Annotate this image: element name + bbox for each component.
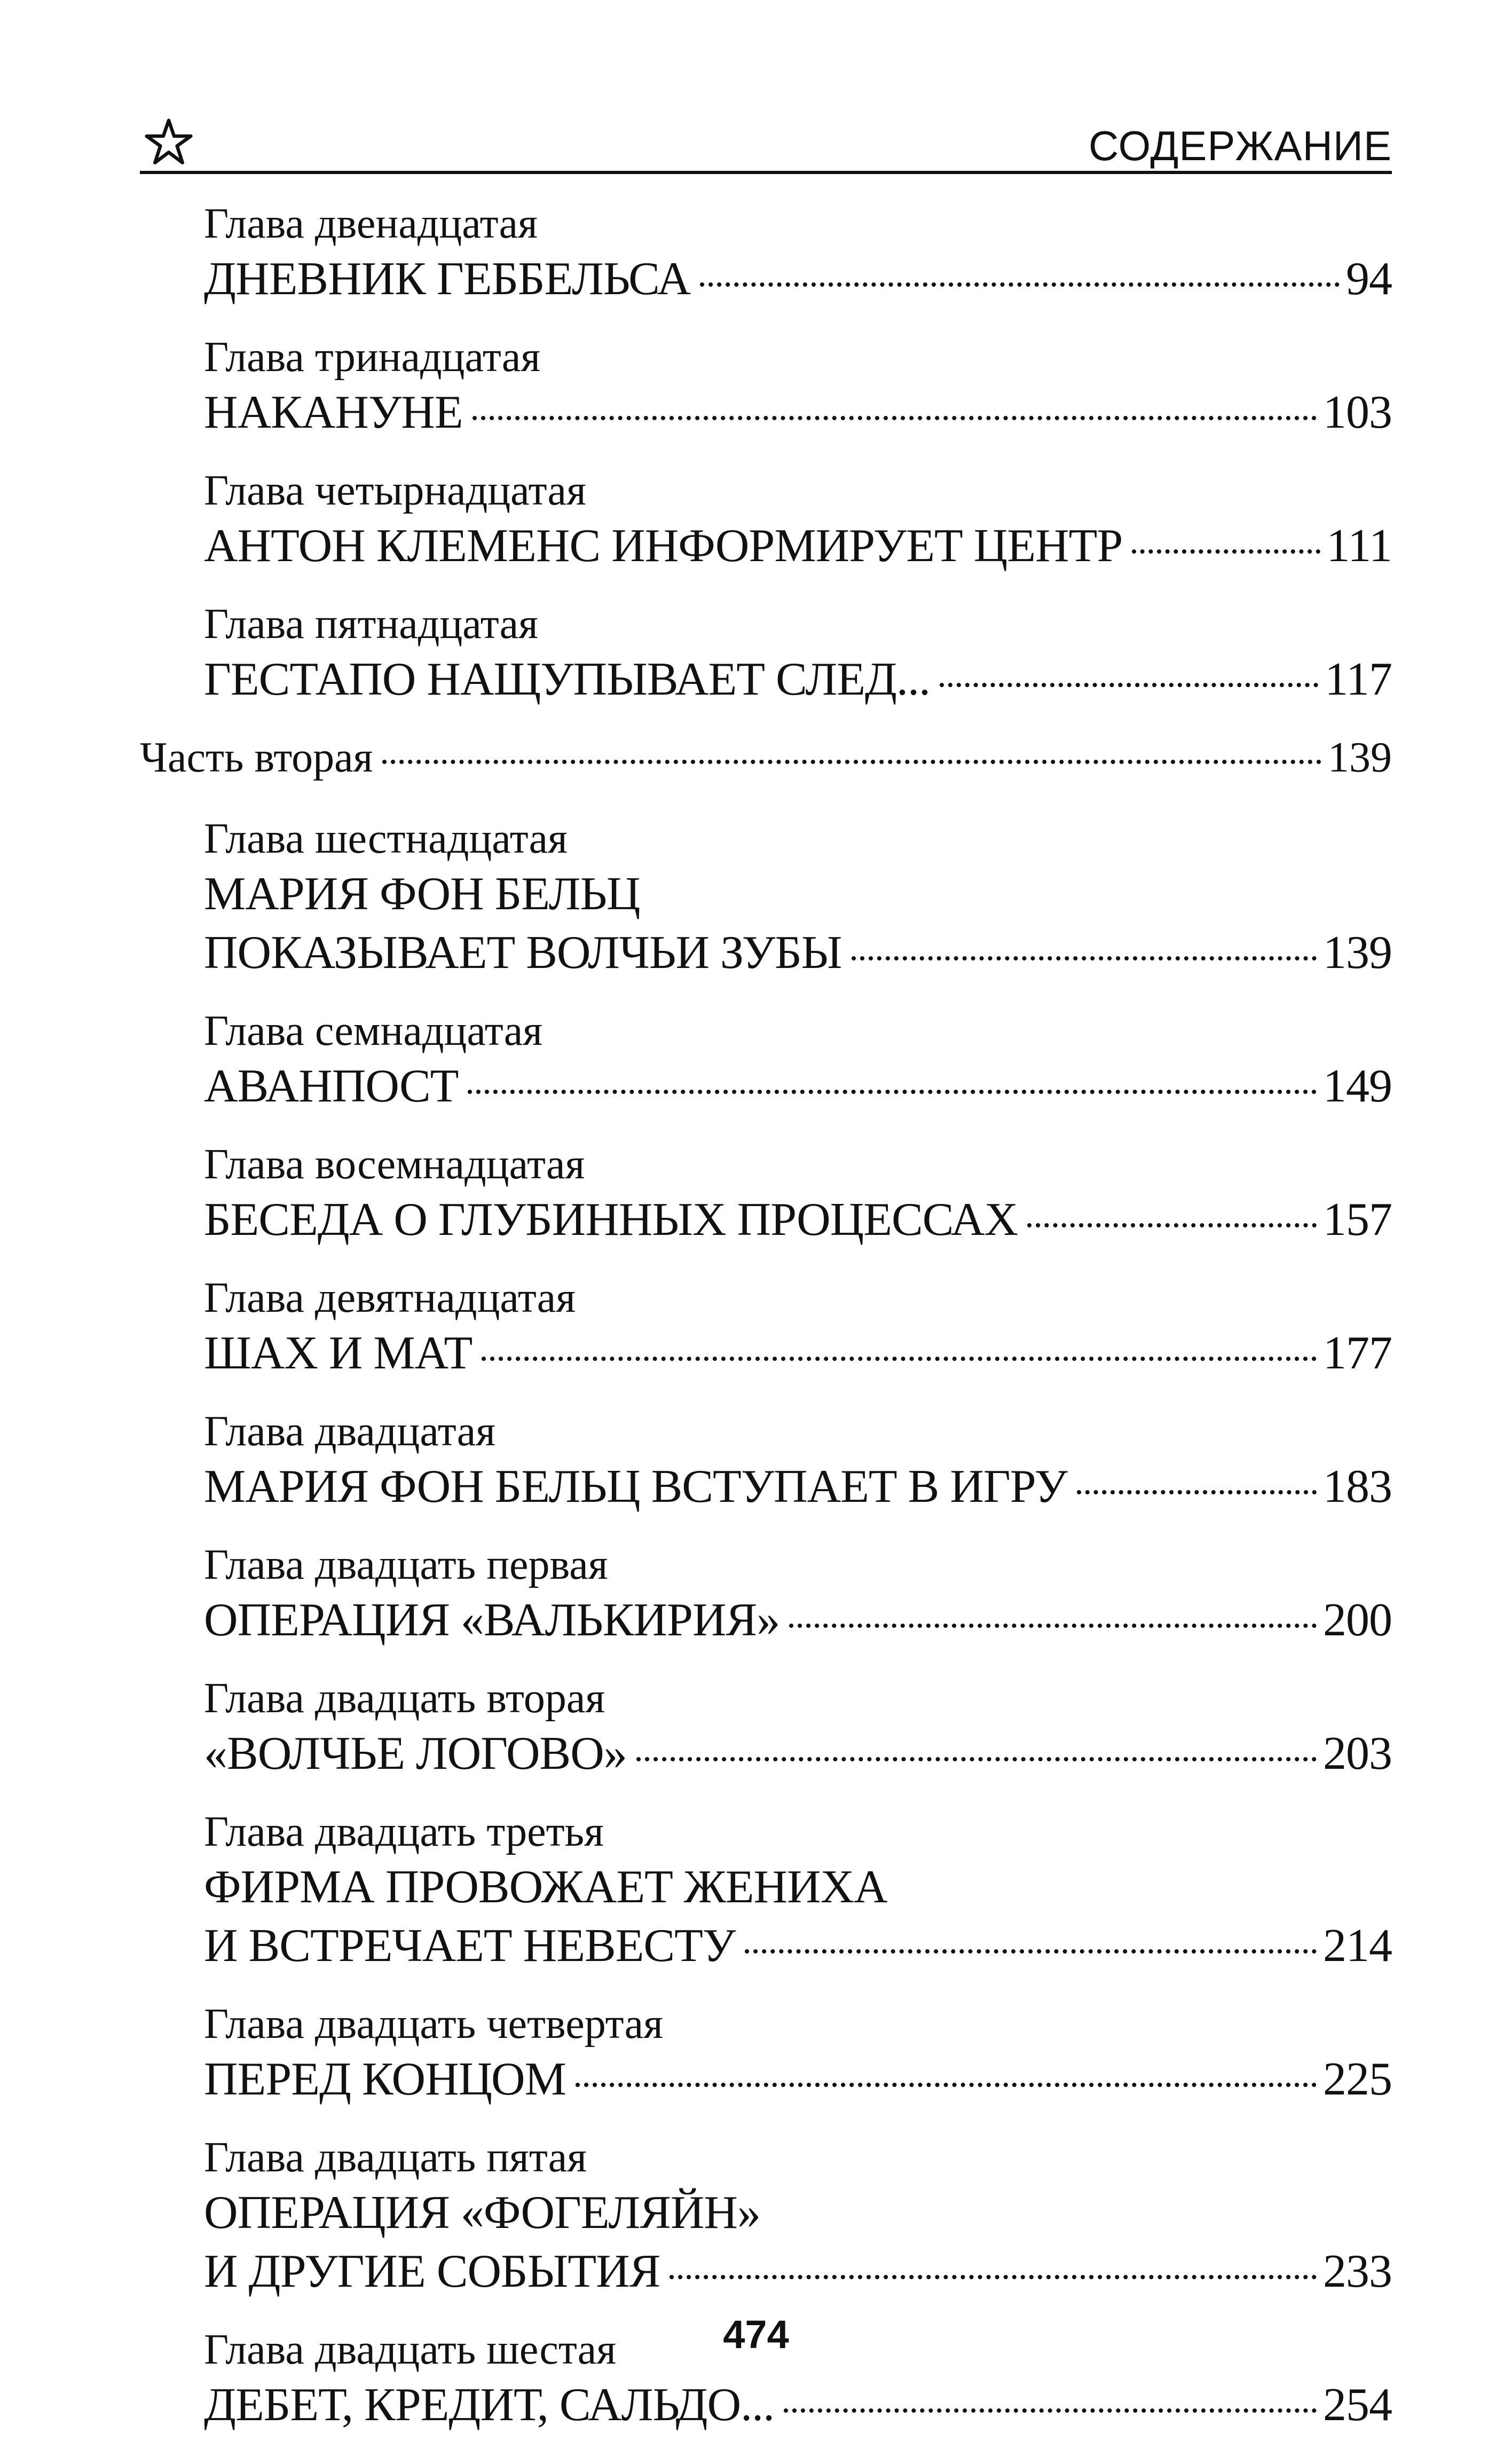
chapter-title-row (204, 1324, 1392, 1383)
dot-leader (472, 416, 1317, 420)
chapter-label: Глава двадцать четвертая (204, 2001, 663, 2048)
page-ref: 225 (1323, 2053, 1392, 2105)
chapter-label: Глава двадцатая (204, 1408, 496, 1455)
toc-part-row (140, 731, 1392, 784)
header-section-title: СОДЕРЖАНИЕ (1088, 122, 1392, 169)
chapter-title: И ДРУГИЕ СОБЫТИЯ (204, 2246, 660, 2297)
chapter-title: ДНЕВНИК ГЕББЕЛЬСА (204, 253, 690, 305)
chapter-label: Глава тринадцатая (204, 334, 541, 381)
dot-leader (576, 2083, 1317, 2087)
page-ref: 254 (1323, 2379, 1392, 2431)
dot-leader (745, 1949, 1317, 1954)
chapter-title-row (204, 2242, 1392, 2301)
chapter-title-line: МАРИЯ ФОН БЕЛЬЦ (204, 868, 640, 920)
toc-chapter-entry (140, 464, 1392, 576)
page-ref: 139 (1328, 734, 1392, 781)
chapter-title-row (204, 924, 1392, 982)
chapter-title: БЕСЕДА О ГЛУБИННЫХ ПРОЦЕССАХ (204, 1194, 1018, 1246)
part-title: Часть вторая (140, 734, 373, 781)
chapter-title-row (204, 1724, 1392, 1783)
toc-chapter-entry (140, 198, 1392, 309)
chapter-title: ШАХ И МАТ (204, 1327, 472, 1379)
dot-leader (784, 2408, 1317, 2413)
dot-leader (700, 282, 1340, 287)
chapter-title: АНТОН КЛЕМЕНС ИНФОРМИРУЕТ ЦЕНТР (204, 520, 1123, 572)
dot-leader (852, 956, 1317, 960)
chapter-title-row (204, 2376, 1392, 2435)
chapter-label: Глава двадцать первая (204, 1541, 608, 1588)
chapter-label: Глава шестнадцатая (204, 815, 568, 862)
dot-leader (940, 683, 1318, 687)
page-ref: 203 (1323, 1728, 1392, 1779)
toc-chapter-entry (140, 598, 1392, 709)
chapter-title: ГЕСТАПО НАЩУПЫВАЕТ СЛЕД... (204, 653, 930, 705)
chapter-title-row (204, 650, 1392, 709)
toc-chapter-entry (140, 1405, 1392, 1516)
chapter-title-line: ОПЕРАЦИЯ «ФОГЕЛЯЙН» (204, 2187, 760, 2239)
page-ref: 139 (1323, 927, 1392, 979)
page-ref: 157 (1323, 1194, 1392, 1246)
chapter-title-row (204, 1458, 1392, 1516)
chapter-title-row (204, 1917, 1392, 1975)
dot-leader (382, 760, 1321, 764)
page-ref: 177 (1323, 1327, 1392, 1379)
chapter-title: ОПЕРАЦИЯ «ВАЛЬКИРИЯ» (204, 1594, 780, 1646)
chapter-title: АВАНПОСТ (204, 1060, 459, 1112)
chapter-title: НАКАНУНЕ (204, 387, 463, 438)
page-ref: 214 (1323, 1920, 1392, 1972)
chapter-label: Глава пятнадцатая (204, 601, 538, 648)
chapter-title-row (204, 383, 1392, 442)
page-ref: 94 (1346, 253, 1392, 305)
dot-leader (1077, 1490, 1317, 1494)
running-header (140, 101, 1392, 174)
table-of-contents (140, 198, 1392, 2457)
page-ref: 200 (1323, 1594, 1392, 1646)
page-ref: 117 (1325, 653, 1392, 705)
chapter-title-row (204, 517, 1392, 576)
chapter-title: ПЕРЕД КОНЦОМ (204, 2053, 566, 2105)
page-ref: 149 (1323, 1060, 1392, 1112)
chapter-title-row (204, 2050, 1392, 2109)
page-ref: 183 (1323, 1461, 1392, 1513)
page-ref: 233 (1323, 2246, 1392, 2297)
toc-chapter-entry (140, 331, 1392, 442)
star-icon (144, 117, 193, 167)
chapter-label: Глава двенадцатая (204, 200, 538, 247)
chapter-label: Глава восемнадцатая (204, 1141, 585, 1188)
chapter-title: И ВСТРЕЧАЕТ НЕВЕСТУ (204, 1920, 736, 1972)
toc-chapter-entry (140, 1005, 1392, 1116)
chapter-label: Глава двадцать вторая (204, 1675, 605, 1722)
toc-chapter-entry (140, 1998, 1392, 2109)
toc-chapter-entry (140, 1138, 1392, 1249)
chapter-label: Глава двадцать шестая (204, 2326, 617, 2373)
page-ref: 111 (1326, 520, 1392, 572)
page-number: 474 (723, 2312, 789, 2357)
dot-leader (482, 1357, 1317, 1361)
chapter-title: МАРИЯ ФОН БЕЛЬЦ ВСТУПАЕТ В ИГРУ (204, 1461, 1067, 1513)
chapter-title-line: ФИРМА ПРОВОЖАЕТ ЖЕНИХА (204, 1861, 887, 1913)
dot-leader (1132, 549, 1320, 554)
chapter-title: «ВОЛЧЬЕ ЛОГОВО» (204, 1728, 627, 1779)
toc-chapter-entry (140, 1272, 1392, 1383)
chapter-label: Глава четырнадцатая (204, 467, 586, 514)
chapter-title-row (204, 1057, 1392, 1116)
dot-leader (636, 1757, 1317, 1761)
toc-chapter-entry (140, 1672, 1392, 1783)
chapter-label: Глава девятнадцатая (204, 1274, 576, 1321)
dot-leader (789, 1624, 1317, 1628)
chapter-label: Глава семнадцатая (204, 1007, 543, 1054)
chapter-label: Глава двадцать третья (204, 1808, 604, 1855)
chapter-title-row (204, 250, 1392, 309)
chapter-title-row (204, 1191, 1392, 1249)
dot-leader (670, 2275, 1317, 2279)
toc-chapter-entry (140, 1539, 1392, 1650)
toc-part-entry (140, 731, 1392, 784)
dot-leader (468, 1090, 1317, 1094)
page-ref: 103 (1323, 387, 1392, 438)
dot-leader (1027, 1223, 1317, 1227)
toc-chapter-entry (140, 813, 1392, 982)
toc-chapter-entry (140, 1806, 1392, 1975)
toc-chapter-entry (140, 2131, 1392, 2301)
chapter-title: ДЕБЕТ, КРЕДИТ, САЛЬДО... (204, 2379, 775, 2431)
chapter-title-row (204, 1591, 1392, 1650)
chapter-label: Глава двадцать пятая (204, 2134, 587, 2181)
chapter-title: ПОКАЗЫВАЕТ ВОЛЧЬИ ЗУБЫ (204, 927, 842, 979)
